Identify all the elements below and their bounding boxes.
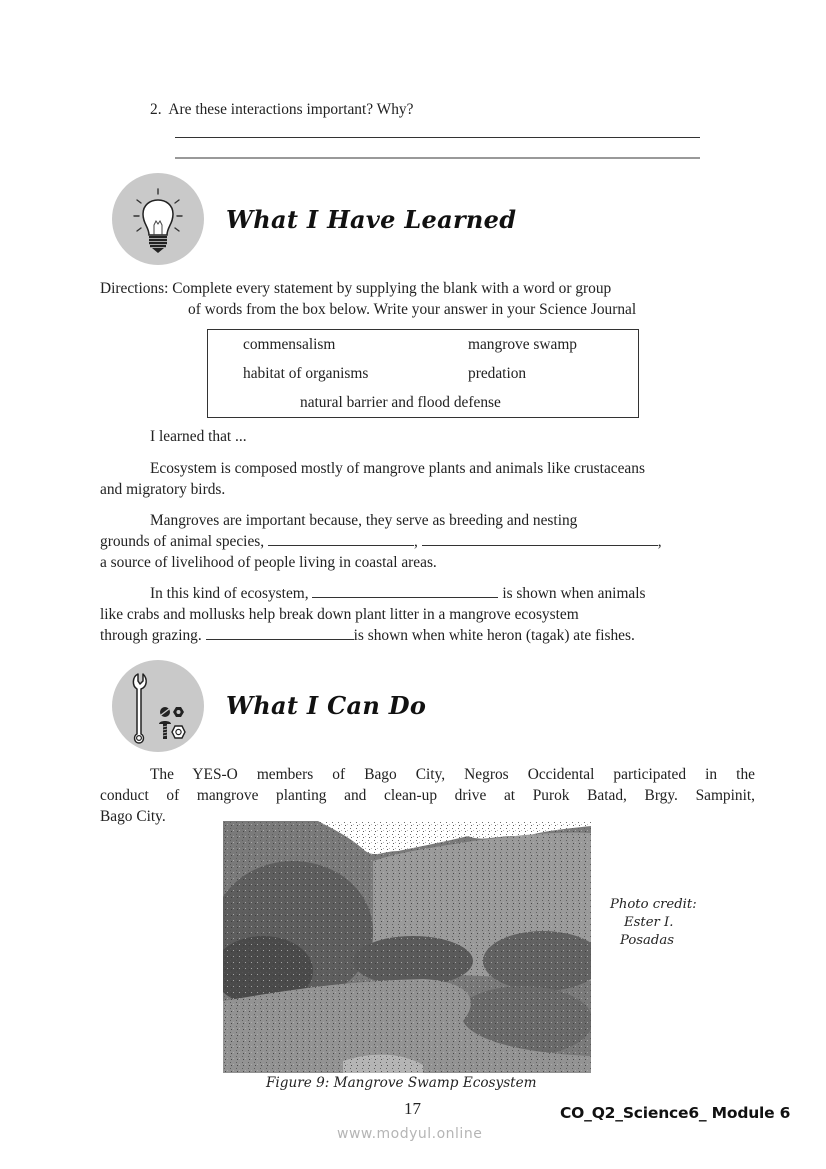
word-choice: predation (468, 365, 527, 382)
photo-credit-surname: Posadas (620, 933, 674, 948)
paragraph-mangroves (100, 510, 755, 573)
directions-label: Directions: (100, 280, 169, 297)
directions (100, 278, 740, 320)
module-label: CO_Q2_Science6_ Module 6 (560, 1104, 791, 1122)
wrench-tools-icon (112, 660, 204, 752)
paragraph-ecosystem (100, 458, 755, 500)
paragraph-text: is shown when white heron (tagak) ate fishes. (353, 627, 635, 644)
answer-line[interactable] (175, 137, 700, 138)
lightbulb-icon (112, 173, 204, 265)
fill-blank[interactable] (206, 625, 354, 640)
question-number: 2. (150, 101, 162, 118)
photo-credit-label: Photo credit: (610, 897, 697, 912)
paragraph-line: and migratory birds. (100, 481, 226, 498)
directions-line-2: of words from the box below. Write your answer in your Science Journal (188, 301, 637, 318)
question-2 (150, 99, 413, 120)
paragraph-line: The YES-O members of Bago City, Negros Occidental participated in the (150, 766, 755, 783)
word-choice: natural barrier and flood defense (300, 394, 501, 411)
paragraph-text: is shown when animals (502, 585, 646, 602)
paragraph-interactions (100, 583, 755, 646)
paragraph-line: a source of livelihood of people living in coastal areas. (100, 554, 437, 571)
section-title-what-i-can-do: What I Can Do (226, 691, 427, 720)
paragraph-line: Ecosystem is composed mostly of mangrove plants and animals like crustaceans (150, 460, 645, 477)
directions-line-1: Complete every statement by supplying the blank with a word or group (172, 280, 612, 297)
question-text: Are these interactions important? Why? (168, 101, 414, 118)
page-number: 17 (404, 1099, 421, 1118)
photo-credit-name: Ester I. (624, 915, 674, 930)
section-title-what-i-have-learned: What I Have Learned (226, 205, 517, 234)
word-choice: mangrove swamp (468, 336, 577, 353)
word-box (207, 329, 639, 418)
paragraph-yeso (100, 764, 755, 827)
word-choice: commensalism (243, 336, 336, 353)
paragraph-text: In this kind of ecosystem, (150, 585, 309, 602)
paragraph-line: Bago City. (100, 808, 166, 825)
paragraph-line: Mangroves are important because, they serve as breeding and nesting (150, 512, 578, 529)
intro-text: I learned that ... (150, 428, 247, 445)
figure-caption: Figure 9: Mangrove Swamp Ecosystem (266, 1075, 537, 1091)
paragraph-line: like crabs and mollusks help break down plant litter in a mangrove ecosystem (100, 606, 579, 623)
fill-blank[interactable] (422, 531, 658, 546)
paragraph-text: through grazing. (100, 627, 202, 644)
paragraph-text: grounds of animal species, (100, 533, 265, 550)
mangrove-photo (223, 821, 591, 1073)
paragraph-line: conduct of mangrove planting and clean-up drive at Purok Batad, Brgy. Sampinit, (100, 787, 755, 804)
fill-blank[interactable] (268, 531, 414, 546)
watermark: www.modyul.online (337, 1126, 483, 1142)
fill-blank[interactable] (312, 583, 498, 598)
answer-line[interactable] (175, 157, 700, 159)
comma: , (414, 533, 418, 550)
word-choice: habitat of organisms (243, 365, 369, 382)
comma: , (657, 533, 662, 550)
photo-credit (610, 896, 697, 950)
